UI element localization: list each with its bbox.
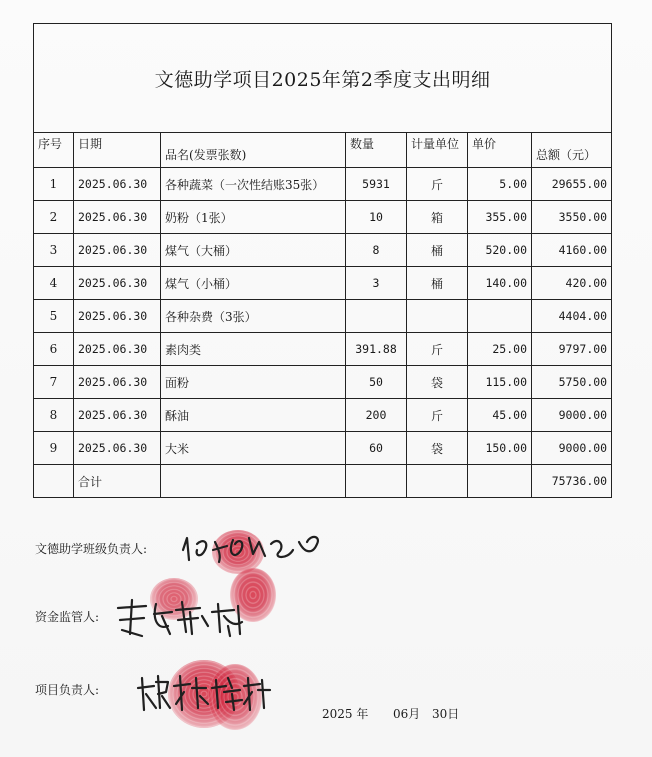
total-empty-cell bbox=[346, 465, 407, 498]
document-title: 文德助学项目2025年第2季度支出明细 bbox=[34, 24, 612, 133]
header-seq: 序号 bbox=[34, 133, 74, 168]
table-row bbox=[34, 432, 612, 465]
cell-seq: 8 bbox=[34, 399, 74, 432]
cell-unit: 桶 bbox=[407, 267, 468, 300]
handwritten-signature bbox=[112, 596, 262, 641]
cell-amount: 9797.00 bbox=[532, 333, 612, 366]
total-seq-empty bbox=[34, 465, 74, 498]
cell-date: 2025.06.30 bbox=[74, 432, 161, 465]
total-empty-cell bbox=[161, 465, 346, 498]
table-row bbox=[34, 300, 612, 333]
cell-qty: 10 bbox=[346, 201, 407, 234]
cell-qty: 200 bbox=[346, 399, 407, 432]
cell-unit: 袋 bbox=[407, 366, 468, 399]
table-header-row bbox=[34, 133, 612, 168]
header-item: 品名(发票张数) bbox=[161, 133, 346, 168]
project-lead-label: 项目负责人: bbox=[35, 683, 100, 697]
cell-amount: 5750.00 bbox=[532, 366, 612, 399]
header-amount: 总额（元） bbox=[532, 133, 612, 168]
class-lead-label: 文德助学班级负责人: bbox=[35, 542, 148, 556]
cell-amount: 420.00 bbox=[532, 267, 612, 300]
cell-seq: 3 bbox=[34, 234, 74, 267]
cell-date: 2025.06.30 bbox=[74, 168, 161, 201]
cell-seq: 7 bbox=[34, 366, 74, 399]
cell-unit: 斤 bbox=[407, 399, 468, 432]
cell-seq: 2 bbox=[34, 201, 74, 234]
cell-amount: 29655.00 bbox=[532, 168, 612, 201]
cell-item: 煤气（大桶） bbox=[161, 234, 346, 267]
cell-unit: 斤 bbox=[407, 333, 468, 366]
date-year: 2025 年 bbox=[322, 707, 369, 721]
table-row bbox=[34, 234, 612, 267]
cell-unit: 箱 bbox=[407, 201, 468, 234]
cell-unit bbox=[407, 300, 468, 333]
cell-seq: 4 bbox=[34, 267, 74, 300]
cell-amount: 3550.00 bbox=[532, 201, 612, 234]
cell-item: 各种杂费（3张） bbox=[161, 300, 346, 333]
cell-amount: 9000.00 bbox=[532, 432, 612, 465]
cell-qty: 60 bbox=[346, 432, 407, 465]
cell-seq: 9 bbox=[34, 432, 74, 465]
table-row bbox=[34, 399, 612, 432]
header-price: 单价 bbox=[468, 133, 532, 168]
cell-qty: 8 bbox=[346, 234, 407, 267]
cell-price: 355.00 bbox=[468, 201, 532, 234]
total-amount: 75736.00 bbox=[532, 465, 612, 498]
header-date: 日期 bbox=[74, 133, 161, 168]
cell-unit: 袋 bbox=[407, 432, 468, 465]
cell-price: 150.00 bbox=[468, 432, 532, 465]
total-label: 合计 bbox=[74, 465, 161, 498]
handwritten-signature bbox=[136, 668, 276, 718]
cell-seq: 5 bbox=[34, 300, 74, 333]
cell-unit: 斤 bbox=[407, 168, 468, 201]
total-empty-cell bbox=[407, 465, 468, 498]
cell-item: 煤气（小桶） bbox=[161, 267, 346, 300]
cell-item: 酥油 bbox=[161, 399, 346, 432]
header-qty: 数量 bbox=[346, 133, 407, 168]
cell-qty bbox=[346, 300, 407, 333]
expense-table bbox=[33, 23, 612, 498]
fund-supervisor-label: 资金监管人: bbox=[35, 610, 100, 624]
cell-price bbox=[468, 300, 532, 333]
cell-price: 45.00 bbox=[468, 399, 532, 432]
cell-date: 2025.06.30 bbox=[74, 333, 161, 366]
cell-amount: 4404.00 bbox=[532, 300, 612, 333]
cell-qty: 50 bbox=[346, 366, 407, 399]
cell-price: 520.00 bbox=[468, 234, 532, 267]
cell-item: 大米 bbox=[161, 432, 346, 465]
table-row bbox=[34, 366, 612, 399]
cell-item: 面粉 bbox=[161, 366, 346, 399]
cell-date: 2025.06.30 bbox=[74, 399, 161, 432]
cell-price: 25.00 bbox=[468, 333, 532, 366]
cell-qty: 391.88 bbox=[346, 333, 407, 366]
cell-price: 115.00 bbox=[468, 366, 532, 399]
cell-date: 2025.06.30 bbox=[74, 267, 161, 300]
cell-date: 2025.06.30 bbox=[74, 201, 161, 234]
cell-seq: 6 bbox=[34, 333, 74, 366]
cell-seq: 1 bbox=[34, 168, 74, 201]
total-row bbox=[34, 465, 612, 498]
cell-item: 素肉类 bbox=[161, 333, 346, 366]
cell-price: 140.00 bbox=[468, 267, 532, 300]
cell-qty: 3 bbox=[346, 267, 407, 300]
table-row bbox=[34, 267, 612, 300]
header-unit: 计量单位 bbox=[407, 133, 468, 168]
cell-date: 2025.06.30 bbox=[74, 300, 161, 333]
cell-date: 2025.06.30 bbox=[74, 366, 161, 399]
cell-item: 奶粉（1张） bbox=[161, 201, 346, 234]
cell-amount: 4160.00 bbox=[532, 234, 612, 267]
cell-date: 2025.06.30 bbox=[74, 234, 161, 267]
cell-unit: 桶 bbox=[407, 234, 468, 267]
cell-amount: 9000.00 bbox=[532, 399, 612, 432]
table-row bbox=[34, 168, 612, 201]
total-empty-cell bbox=[468, 465, 532, 498]
table-row bbox=[34, 333, 612, 366]
date-month: 06月 bbox=[393, 707, 421, 721]
handwritten-signature bbox=[175, 520, 335, 570]
cell-price: 5.00 bbox=[468, 168, 532, 201]
cell-item: 各种蔬菜（一次性结账35张） bbox=[161, 168, 346, 201]
cell-qty: 5931 bbox=[346, 168, 407, 201]
table-row bbox=[34, 201, 612, 234]
date-day: 30日 bbox=[432, 707, 460, 721]
